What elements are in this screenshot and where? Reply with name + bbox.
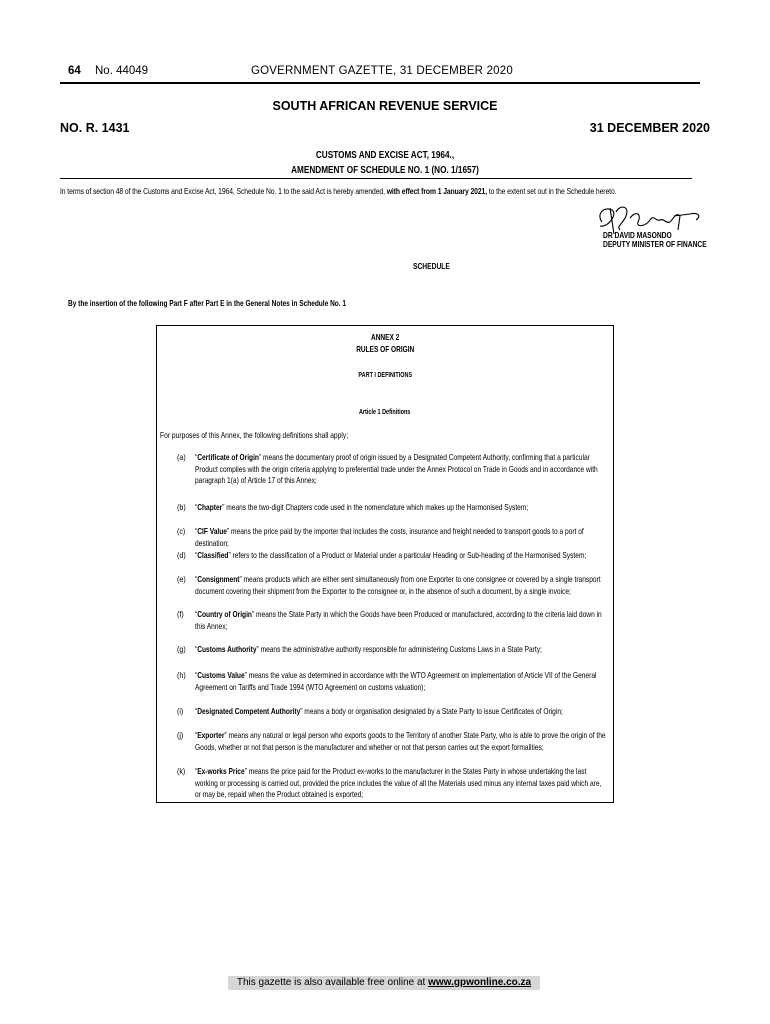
issue-number: No. 44049 (95, 65, 149, 77)
intro-text-end: to the extent set out in the Schedule hereto. (488, 186, 617, 196)
definition-term: CIF Value (197, 526, 227, 536)
definition-term: Ex-works Price (197, 766, 245, 776)
footer-link[interactable]: www.gpwonline.co.za (428, 977, 532, 988)
definition-term: Chapter (197, 502, 223, 512)
definition-term: Country of Origin (197, 609, 252, 619)
part-heading: PART I DEFINITIONS (358, 370, 412, 379)
definition-term: Classified (197, 550, 229, 560)
definition-text: “Consignment” means products which are either sent simultaneously from one Exporter to one consignee or covered by a single transport document covering their shipment from the Exporter to the consignee or, in the absence of such a document, by a single invoice; (195, 574, 601, 596)
footer-banner (228, 976, 540, 990)
intro-text: In terms of section 48 of the Customs and Excise Act, 1964, Schedule No. 1 to the said Act is hereby amended, (60, 186, 385, 196)
definition-label: (f) (177, 609, 184, 619)
definition-label: (b) (177, 502, 186, 512)
definition-text: “Customs Authority” means the administrative authority responsible for administering Customs Laws in a State Party; (195, 644, 542, 654)
definition-term: Designated Competent Authority (197, 706, 301, 716)
annex-subtitle: RULES OF ORIGIN (355, 344, 415, 354)
insertion-instruction: By the insertion of the following Part F after Part E in the General Notes in Schedule No. 1 (68, 298, 347, 308)
definition-text: “Chapter” means the two-digit Chapters code used in the nomenclature which makes up the Harmonised System; (195, 502, 529, 512)
definition-label: (c) (177, 526, 186, 536)
definition-term: Exporter (197, 730, 225, 740)
definition-term: Consignment (197, 574, 240, 584)
definition-text: “Ex-works Price” means the price paid for the Product ex-works to the manufacturer in the States Party in whose undertaking the last working or processing is carried out, provided the price includes the value of all the Materials used minus any internal taxes paid which are, or may be, repaid when the Product obtained is exported; (195, 766, 602, 799)
definition-term: Certificate of Origin (197, 452, 259, 462)
signatory-name: DR DAVID MASONDO (603, 230, 672, 240)
annex-title: ANNEX 2 (370, 332, 400, 342)
definition-term: Customs Authority (197, 644, 257, 654)
gazette-title: GOVERNMENT GAZETTE, 31 DECEMBER 2020 (251, 65, 513, 77)
schedule-heading: SCHEDULE (413, 261, 450, 271)
definition-label: (a) (177, 452, 186, 462)
definition-label: (k) (177, 766, 186, 776)
definition-text: “Customs Value” means the value as determined in accordance with the WTO Agreement on implementation of Article VII of the General Agreement on Tariffs and Trade 1994 (WTO Agreement on customs valuation); (195, 670, 597, 692)
definition-label: (i) (177, 706, 184, 716)
definitions-lead: For purposes of this Annex, the following definitions shall apply; (160, 430, 349, 440)
article-heading: Article 1 Definitions (359, 407, 411, 416)
definition-text: “Designated Competent Authority” means a body or organisation designated by a State Party to issue Certificates of Origin; (195, 706, 563, 716)
annex-box (156, 325, 614, 803)
definition-text: “CIF Value” means the price paid by the importer that includes the costs, insurance and freight needed to transport goods to a port of destination; (195, 526, 584, 548)
notice-number: NO. R. 1431 (60, 121, 130, 135)
amendment-title: AMENDMENT OF SCHEDULE NO. 1 (NO. 1/1657) (291, 165, 479, 176)
definition-label: (j) (177, 730, 184, 740)
definition-term: Customs Value (197, 670, 245, 680)
header-rule (60, 82, 700, 84)
title-rule (60, 178, 692, 179)
definition-text: “Classified” refers to the classification of a Product or Material under a particular Heading or Sub-heading of the Harmonised System; (195, 550, 587, 560)
agency-name: SOUTH AFRICAN REVENUE SERVICE (272, 99, 498, 113)
footer-text: This gazette is also available free online at (236, 977, 426, 988)
definition-text: “Certificate of Origin” means the documentary proof of origin issued by a Designated Competent Authority, confirming that a particular Product complies with the origin criteria applying to preferential trade under the Annex Protocol on Trade in Goods and in accordance with paragraph 1(a) of Article 17 of this Annex; (195, 452, 598, 485)
signatory-position: DEPUTY MINISTER OF FINANCE (603, 239, 707, 249)
gazette-header (68, 63, 705, 81)
intro-effective-date: with effect from 1 January 2021, (386, 186, 488, 196)
definition-text: “Exporter” means any natural or legal person who exports goods to the Territory of another State Party, who is able to prove the origin of the Goods, whether or not that person is the manufacturer and whether or not that person carries out the export formalities; (195, 730, 606, 752)
page-number: 64 (68, 65, 81, 77)
definition-label: (e) (177, 574, 186, 584)
definition-text: “Country of Origin” means the State Party in which the Goods have been Produced or manufactured, according to the criteria laid down in this Annex; (195, 609, 602, 631)
notice-date: 31 DECEMBER 2020 (589, 121, 710, 135)
definition-label: (g) (177, 644, 186, 654)
act-title: CUSTOMS AND EXCISE ACT, 1964., (315, 150, 455, 161)
intro-paragraph (60, 186, 643, 196)
definition-label: (d) (177, 550, 186, 560)
definition-label: (h) (177, 670, 186, 680)
